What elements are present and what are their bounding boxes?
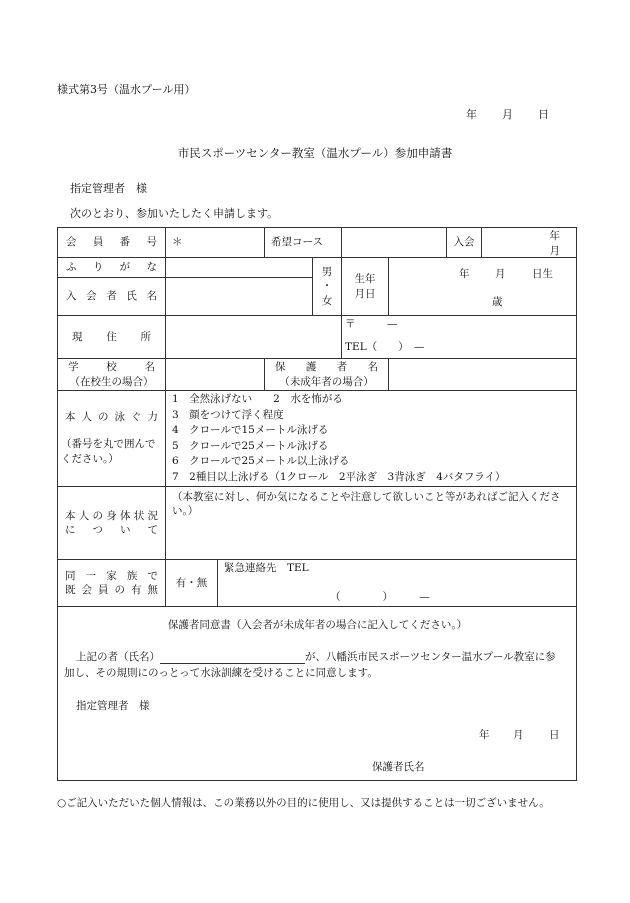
gender-choice[interactable] (313, 258, 342, 316)
intro-text: 次のとおり、参加いたしたく申請します。 (70, 207, 279, 220)
gender-male: 男 (321, 266, 333, 279)
consent-date-year: 年 (479, 729, 490, 741)
swim-option[interactable]: 6 クロールで25メートル以上泳げる (172, 455, 350, 467)
furigana-field[interactable] (166, 258, 313, 278)
swim-option[interactable]: 4 クロールで15メートル泳げる (172, 424, 329, 436)
member-number-label: 会 員 番 号 (66, 236, 157, 249)
address-detail[interactable] (342, 316, 577, 359)
birth-year: 年 (459, 268, 470, 280)
admission-month: 月 (549, 245, 561, 257)
health-field[interactable] (166, 487, 577, 560)
admission-year: 年 (549, 230, 561, 242)
guardian-sign-label: 保護者氏名 (372, 761, 425, 773)
gender-female: 女 (321, 294, 333, 307)
school-field[interactable] (166, 359, 265, 391)
emergency-line: （ ） — (330, 591, 430, 603)
birth-label-line2: 月日 (354, 287, 376, 300)
emergency-label: 緊急連絡先 TEL (224, 562, 309, 574)
consent-body-prefix: 上記の者（氏名） (76, 651, 160, 663)
asterisk-mark: ＊ (172, 236, 183, 249)
postal-mark: 〒 — (345, 318, 398, 330)
gender-dot: ・ (321, 280, 333, 293)
birth-day: 日生 (532, 268, 554, 280)
page-title: 市民スポーツセンター教室（温水プール）参加申請書 (177, 146, 453, 160)
course-field[interactable] (342, 228, 447, 258)
furigana-label: ふ り が な (66, 261, 157, 274)
guardian-label: 保 護 者 名 （未成年者の場合） (265, 359, 389, 391)
health-note: （本教室に対し、何か気になることや注意して欲しいこと等があればご記入ください。） (172, 491, 561, 518)
consent-body-line1 (76, 650, 556, 664)
date-year: 年 (466, 108, 477, 121)
guardian-field[interactable] (389, 359, 577, 391)
name-underline-field[interactable] (160, 651, 305, 664)
birth-date-field[interactable] (389, 258, 577, 316)
swim-option[interactable]: 5 クロールで25メートル泳げる (172, 439, 329, 452)
school-sub: （在校生の場合） (69, 375, 154, 388)
date-month: 月 (502, 108, 513, 121)
address-field[interactable] (166, 316, 342, 359)
privacy-note: ○ご記入いただいた個人情報は、この業務以外の目的に使用し、又は提供することは一切ございません。 (57, 797, 550, 809)
consent-body-suffix: が、八幡浜市民スポーツセンター温水プール教室に参 (305, 651, 556, 663)
member-number-field[interactable] (166, 228, 265, 258)
family-label: 同 一 家 族 で 既 会 員 の 有 無 (58, 560, 166, 607)
swim-option[interactable]: 7 2種目以上泳げる（1クロール 2平泳ぎ 3背泳ぎ 4バタフライ） (172, 470, 506, 483)
swim-option[interactable]: 1 全然泳げない 2 水を怖がる (172, 393, 343, 405)
swim-sub: （番号を丸で囲んでください。） (61, 437, 156, 465)
birth-label-line1: 生年 (354, 273, 376, 286)
swim-ability-label: 本 人 の 泳 ぐ 力 （番号を丸で囲んでください。） (58, 391, 166, 487)
age-unit: 歳 (492, 296, 503, 308)
swim-options[interactable] (166, 391, 577, 487)
birth-month: 月 (495, 268, 506, 280)
name-field[interactable] (166, 278, 313, 316)
health-label: 本 人 の 身 体 状 況 に つ い て (58, 487, 166, 560)
tel-line: TEL（ ） — (345, 341, 425, 353)
address-label: 現 住 所 (72, 330, 151, 343)
consent-addressee: 指定管理者 様 (76, 700, 150, 712)
guardian-sub: （未成年者の場合） (279, 375, 374, 388)
consent-body-line2: 加し、その規則にのっとって水泳訓練を受けることに同意します。 (64, 667, 378, 679)
family-choice[interactable]: 有・無 (166, 560, 218, 607)
admission-label: 入会 (447, 228, 482, 258)
form-number: 様式第3号（温水プール用） (57, 83, 196, 96)
application-table (57, 227, 577, 781)
birth-label (342, 258, 389, 316)
school-label: 学 校 名 （在校生の場合） (58, 359, 166, 391)
consent-section (58, 607, 577, 781)
emergency-field[interactable] (218, 560, 577, 607)
consent-title: 保護者同意書（入会者が未成年者の場合に記入してください。） (167, 619, 468, 631)
name-label: 入 会 者 氏 名 (66, 290, 157, 303)
consent-date-day: 日 (549, 729, 560, 741)
consent-date-month: 月 (513, 729, 524, 741)
date-day: 日 (538, 108, 549, 121)
admission-date-field[interactable] (482, 228, 577, 258)
swim-option[interactable]: 3 顔をつけて浮く程度 (172, 408, 284, 421)
addressee: 指定管理者 様 (70, 182, 147, 195)
course-label: 希望コース (265, 228, 342, 258)
